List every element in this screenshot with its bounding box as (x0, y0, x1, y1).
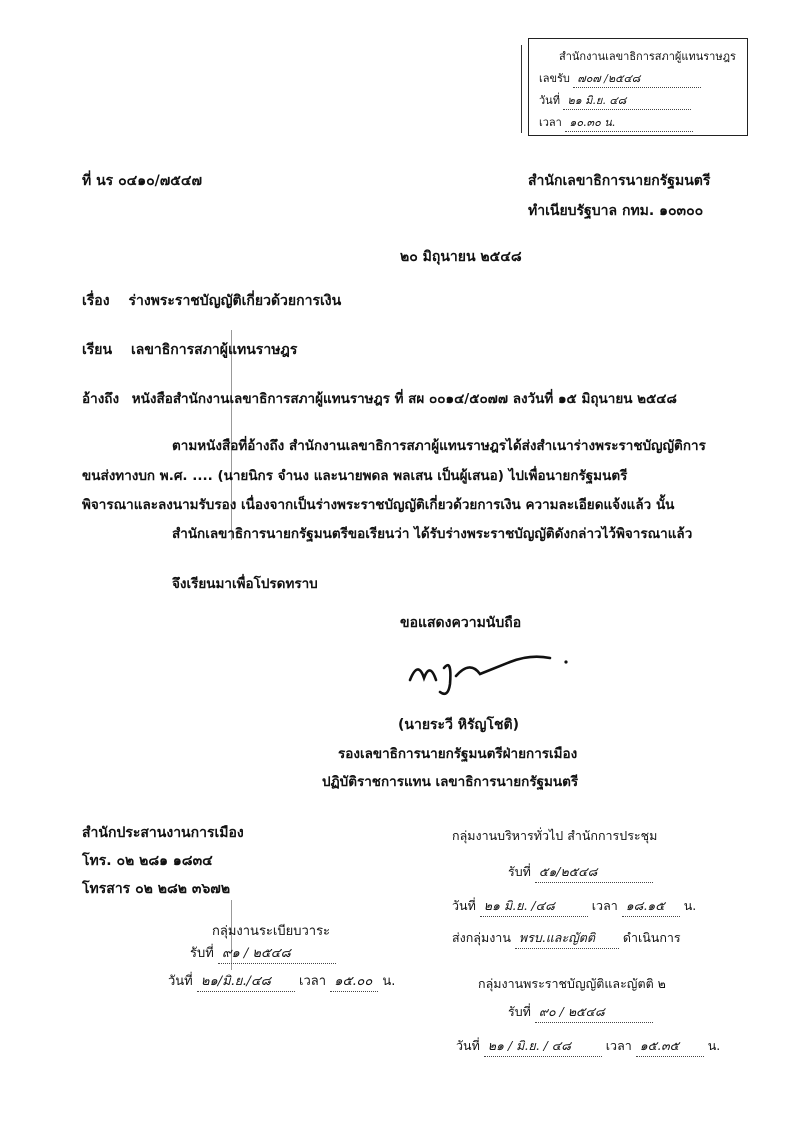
bills-stamp-title: กลุ่มงานพระราชบัญญัติและญัตติ ๒ (478, 976, 666, 991)
receive-stamp-title: สำนักงานเลขาธิการสภาผู้แทนราษฎร (559, 50, 736, 63)
subject-label: เรื่อง (82, 293, 110, 309)
signer-name: (นายระวี หิรัญโชติ) (398, 717, 519, 733)
recipient-label: เรียน (82, 342, 113, 358)
body-line-1: ตามหนังสือที่อ้างถึง สำนักงานเลขาธิการสภาผู้แทนราษฎรได้ส่งสำเนาร่างพระราชบัญญัติการ (172, 438, 706, 454)
letter-date: ๒๐ มิถุนายน ๒๕๔๘ (400, 249, 522, 265)
agenda-stamp-datetime: วันที่ ๒๑/มิ.ย./๔๘ เวลา ๑๕.๐๐ น. (168, 970, 395, 992)
reference-line (82, 387, 677, 409)
agenda-stamp-title: กลุ่มงานระเบียบวาระ (212, 924, 331, 939)
receive-stamp-number: เลขรับ ๗๐๗ /๒๕๔๘ (539, 69, 701, 88)
body-line-2: ขนส่งทางบก พ.ศ. .... (นายนิกร จำนง และนายพดล พลเสน เป็นผู้เสนอ) ไปเพื่อนายกรัฐมนตรี (82, 468, 628, 484)
admin-stamp-received: รับที่ ๕๑/๒๕๔๘ (508, 862, 653, 883)
reference-label: อ้างถึง (82, 391, 120, 407)
bills-stamp-received: รับที่ ๙๐ / ๒๕๔๘ (508, 1002, 653, 1023)
signer-title-2: ปฏิบัติราชการแทน เลขาธิการนายกรัฐมนตรี (322, 774, 579, 790)
body-line-4: สำนักเลขาธิการนายกรัฐมนตรีขอเรียนว่า ได้รับร่างพระราชบัญญัติดังกล่าวไว้พิจารณาแล้ว (172, 526, 693, 542)
bills-stamp-datetime: วันที่ ๒๑ / มิ.ย. / ๔๘ เวลา ๑๕.๓๕ น. (456, 1036, 720, 1057)
receive-stamp (528, 38, 748, 136)
subject-line (82, 290, 341, 312)
body-line-3: พิจารณาและลงนามรับรอง เนื่องจากเป็นร่างพระราชบัญญัติเกี่ยวด้วยการเงิน ความละเอียดแจ้งแล้ว นั้น (82, 497, 675, 513)
receive-stamp-date: วันที่ ๒๑ มิ.ย. ๔๘ (539, 91, 691, 110)
sender-office-fax: โทรสาร ๐๒ ๒๘๒ ๓๖๗๒ (82, 881, 231, 897)
closing-line: จึงเรียนมาเพื่อโปรดทราบ (172, 576, 318, 592)
sender-office-name: สำนักประสานงานการเมือง (82, 825, 244, 841)
signature-image (400, 640, 580, 700)
reference-text: หนังสือสำนักงานเลขาธิการสภาผู้แทนราษฎร ที่ สผ ๐๐๑๔/๕๐๗๗ ลงวันที่ ๑๕ มิถุนายน ๒๕๔๘ (131, 391, 677, 407)
recipient-text: เลขาธิการสภาผู้แทนราษฎร (130, 342, 298, 358)
subject-text: ร่างพระราชบัญญัติเกี่ยวด้วยการเงิน (128, 293, 342, 309)
reference-number: ที่ นร ๐๔๑๐/๗๕๔๗ (82, 173, 202, 189)
agenda-stamp-received: รับที่ ๙๑ / ๒๕๔๘ (190, 942, 336, 964)
admin-stamp-datetime: วันที่ ๒๑ มิ.ย. /๔๘ เวลา ๑๘.๑๕ น. (452, 896, 696, 917)
recipient-line (82, 339, 297, 361)
signer-title-1: รองเลขาธิการนายกรัฐมนตรีฝ่ายการเมือง (338, 746, 578, 762)
admin-stamp-title: กลุ่มงานบริหารทั่วไป สำนักการประชุม (452, 828, 658, 843)
closing-salutation: ขอแสดงความนับถือ (400, 615, 522, 631)
sender-office-tel: โทร. ๐๒ ๒๘๑ ๑๘๓๔ (82, 853, 213, 869)
office-name: สำนักเลขาธิการนายกรัฐมนตรี (528, 173, 711, 189)
admin-stamp-forward: ส่งกลุ่มงาน พรบ.และญัตติ ดำเนินการ (452, 928, 681, 949)
receive-stamp-time: เวลา ๑๐.๓๐ น. (539, 113, 693, 132)
office-address: ทำเนียบรัฐบาล กทม. ๑๐๓๐๐ (528, 203, 704, 219)
